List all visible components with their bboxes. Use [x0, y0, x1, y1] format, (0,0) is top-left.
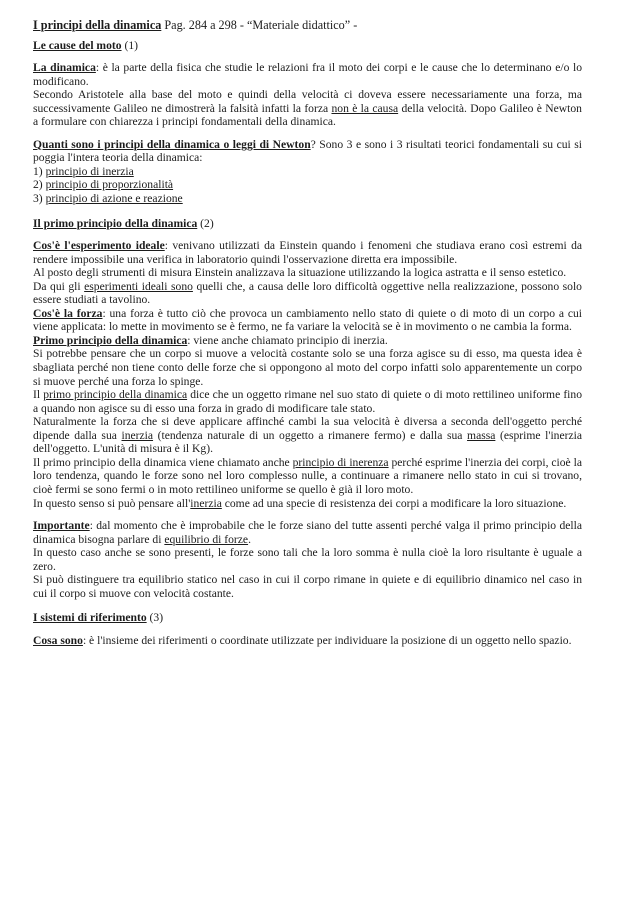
list-text: principio di inerzia	[45, 164, 134, 178]
list-number: 1)	[33, 164, 46, 178]
paragraph	[33, 61, 582, 88]
paragraph-text: (esprime l'inerzia dell'oggetto. L'unità di misura è il Kg).	[33, 428, 582, 456]
paragraph-text: ? Sono 3 e sono i 3 risultati teorici fondamentali su cui si poggia l'intera teoria della dinamica:	[33, 137, 582, 165]
paragraph-text: Secondo Aristotele alla base del moto e quindi della velocità ci doveva essere necessariamente una forza, ma successivamente Galileo ne dimostrerà la falsità infatti la forza	[33, 88, 582, 115]
defined-term: Cos'è l'esperimento ideale	[33, 239, 165, 253]
paragraph	[33, 388, 582, 415]
underlined-text: massa	[467, 428, 496, 442]
defined-term: Cos'è la forza	[33, 306, 103, 320]
paragraph: Si può distinguere tra equilibrio statico nel caso in cui il corpo rimane in quiete e di equilibrio dinamico nel caso in cui il corpo si muove con velocità costante.	[33, 573, 582, 600]
paragraph	[33, 138, 582, 165]
paragraph: In questo caso anche se sono presenti, le forze sono tali che la loro somma è nulla cioè la loro risultante è uguale a zero.	[33, 546, 582, 573]
paragraph-text: : viene anche chiamato principio di inerzia.	[187, 333, 388, 347]
paragraph-text: : venivano utilizzati da Einstein quando i fenomeni che studiava erano così estremi da rendere impossibile una verifica in laboratorio quindi l'osservazione diretta era impossibile.	[33, 239, 583, 266]
paragraph-text: Da qui gli	[33, 279, 85, 293]
paragraph	[33, 239, 582, 266]
paragraph	[33, 497, 582, 511]
list-item	[33, 178, 582, 192]
section-title: Il primo principio della dinamica	[33, 216, 198, 230]
paragraph-text: Il primo principio della dinamica viene chiamato anche	[33, 455, 293, 469]
paragraph	[33, 634, 582, 648]
section-title: Le cause del moto	[33, 38, 122, 52]
document-header	[33, 19, 582, 33]
document-reference: Pag. 284 a 298 - “Materiale didattico” -	[161, 18, 358, 32]
list-item	[33, 165, 582, 179]
paragraph-text: come ad una specie di resistenza dei corpi a modificare la loro situazione.	[221, 496, 567, 510]
principles-list	[33, 165, 582, 206]
defined-term: Primo principio della dinamica	[33, 333, 188, 347]
paragraph: Si potrebbe pensare che un corpo si muove a velocità costante solo se una forza agisce su di esso, ma questa idea è sbagliata perché non tiene conto delle forze che si oppongono al moto del corpo infatti solo apparentemente un corpo si muove perché una forza lo spinge.	[33, 347, 582, 388]
paragraph	[33, 456, 582, 497]
paragraph-text: : è l'insieme dei riferimenti o coordinate utilizzate per individuare la posizione di un oggetto nello spazio.	[82, 633, 572, 647]
defined-term: Importante	[33, 519, 90, 533]
paragraph-text: perché esprime l'inerzia dei corpi, cioè la loro tendenza, quando le forze sono nel loro complesso nulle, a continuare a rimanere nello stato in cui si trovano, cioè fermi se sono fermi o in moto rettilineo uniforme se quello è già il loro moto.	[33, 455, 582, 496]
underlined-text: inerzia	[121, 428, 154, 442]
paragraph: Al posto degli strumenti di misura Einstein analizzava la situazione utilizzando la logica astratta e il senso estetico.	[33, 266, 567, 280]
paragraph-text: : una forza è tutto ciò che provoca un cambiamento nello stato di quiete o di moto di un corpo a cui viene applicata: lo mette in movimento se è fermo, ne fa variare la velocità se è in movimento o ne cambia la forma.	[33, 306, 582, 334]
paragraph	[33, 280, 582, 307]
list-number: 3)	[33, 192, 46, 206]
paragraph-text: (tendenza naturale di un oggetto a rimanere fermo) e dalla sua	[153, 428, 468, 442]
section-heading-2	[33, 217, 582, 231]
section-number: (3)	[146, 611, 164, 625]
paragraph-text: In questo senso si può pensare all'	[33, 496, 191, 510]
paragraph-text: dice che un oggetto rimane nel suo stato di quiete o di moto rettilineo uniforme fino a quando non agisce su di esso una forza in grado di modificare tale stato.	[33, 388, 582, 415]
section-number: (1)	[121, 38, 138, 52]
paragraph	[33, 334, 582, 348]
paragraph-text: quelli che, a causa delle loro difficoltà oggettive nella realizzazione, possono solo essere studiati a tavolino.	[33, 279, 582, 307]
paragraph	[33, 88, 582, 129]
paragraph-text: Naturalmente la forza che si deve applicare affinché cambi la sua velocità è diversa a seconda dell'oggetto perché dipende dalla sua	[33, 415, 582, 442]
underlined-text: principio di inerenza	[292, 455, 389, 469]
underlined-text: non è la causa	[331, 101, 399, 115]
paragraph-text: della velocità. Dopo Galileo è Newton a formulare con chiarezza i principi fondamentali della dinamica.	[33, 101, 582, 129]
paragraph-text: : è la parte della fisica che studie le relazioni fra il moto dei corpi e le cause che lo determinano e/o lo modificano.	[33, 61, 582, 88]
underlined-text: equilibrio di forze	[164, 532, 249, 546]
paragraph-text: : dal momento che è improbabile che le forze siano del tutte assenti perché valga il primo principio della dinamica bisogna parlare di	[33, 519, 582, 546]
paragraph	[33, 307, 582, 334]
paragraph-text: Il	[33, 388, 44, 402]
section-heading-3	[33, 611, 582, 625]
paragraph-text: .	[248, 532, 251, 546]
list-text: principio di proporzionalità	[45, 178, 174, 192]
defined-term: La dinamica	[33, 61, 96, 75]
paragraph	[33, 415, 582, 456]
underlined-text: primo principio della dinamica	[43, 388, 188, 402]
defined-term: Cosa sono	[33, 633, 83, 647]
section-number: (2)	[197, 216, 214, 230]
underlined-text: inerzia	[190, 496, 222, 510]
section-title: I sistemi di riferimento	[33, 611, 147, 625]
underlined-text: esperimenti ideali sono	[84, 279, 193, 293]
list-item	[33, 192, 582, 206]
defined-term: Quanti sono i principi della dinamica o leggi di Newton	[33, 137, 311, 151]
document-title: I principi della dinamica	[33, 18, 162, 32]
section-heading-1	[33, 39, 582, 53]
list-number: 2)	[33, 178, 46, 192]
list-text: principio di azione e reazione	[45, 192, 183, 206]
paragraph	[33, 519, 582, 546]
